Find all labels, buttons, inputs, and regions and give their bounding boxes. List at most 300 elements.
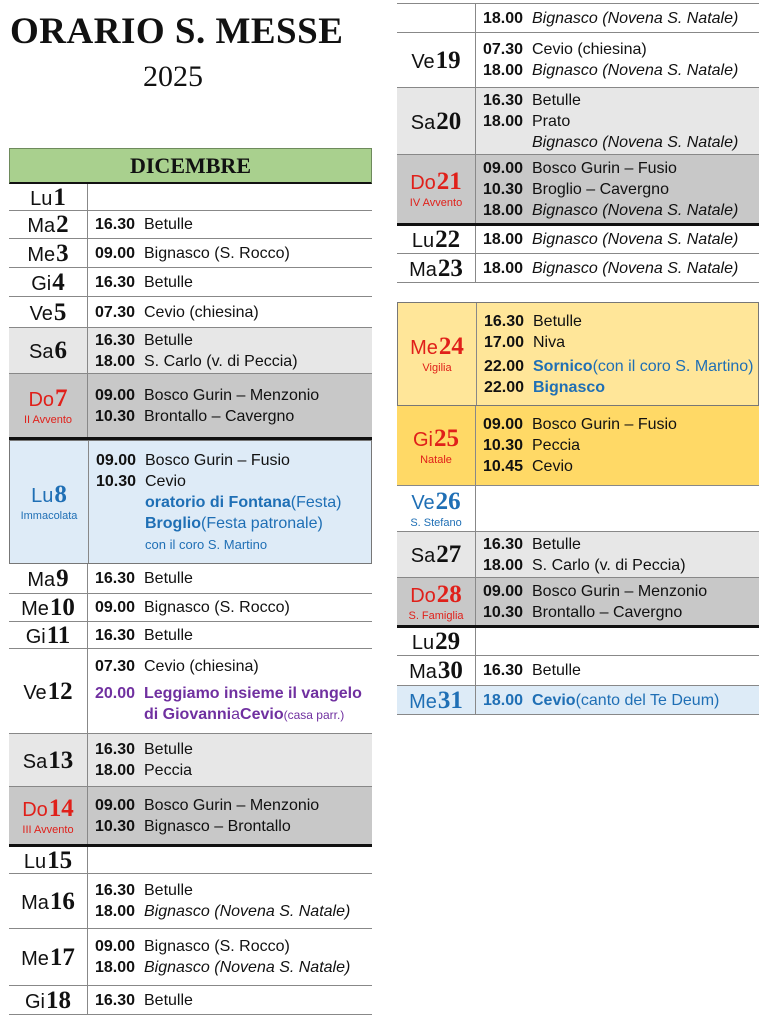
feast-label: Natale — [420, 453, 452, 466]
day-abbr: Me — [27, 243, 56, 266]
day-cell — [397, 578, 476, 625]
day-label — [30, 300, 67, 325]
day-abbr: Lu — [23, 850, 47, 873]
mass-location: Bosco Gurin – Menzonio — [144, 386, 320, 404]
event-place: Cevio — [240, 706, 284, 723]
day-row — [9, 787, 372, 847]
day-number: 31 — [437, 686, 463, 714]
mass-location: Brontallo – Cavergno — [144, 407, 295, 425]
mass-location: Bignasco – Brontallo — [144, 817, 291, 835]
events-cell — [88, 622, 372, 648]
day-number: 16 — [49, 887, 75, 915]
mass-entry — [483, 690, 759, 711]
events-cell — [476, 628, 759, 655]
events-cell — [88, 564, 372, 593]
day-label — [23, 748, 73, 773]
mass-location: Betulle — [144, 216, 193, 233]
events-cell — [88, 184, 372, 210]
mass-time: 09.00 — [96, 451, 137, 469]
day-number: 11 — [46, 621, 71, 649]
mass-entry — [483, 555, 759, 576]
day-row — [9, 239, 372, 268]
mass-entry — [95, 406, 372, 427]
mass-time: 10.30 — [483, 437, 524, 454]
day-number: 4 — [52, 268, 65, 296]
mass-time: 18.00 — [95, 762, 136, 779]
day-number: 25 — [434, 424, 459, 452]
day-cell — [9, 594, 88, 621]
mass-entry — [95, 385, 372, 406]
mass-entry — [483, 60, 759, 81]
day-label — [412, 227, 460, 252]
day-row — [9, 564, 372, 594]
day-cell — [397, 88, 476, 154]
day-number: 19 — [435, 46, 461, 74]
mass-location: Bignasco (Novena S. Natale) — [144, 959, 351, 976]
day-row — [9, 297, 372, 328]
events-cell — [88, 874, 372, 928]
mass-time: 09.00 — [483, 582, 524, 600]
mass-location: Bignasco (Novena S. Natale) — [144, 903, 351, 920]
day-number: 13 — [48, 746, 74, 774]
day-abbr: Do — [22, 798, 48, 821]
mass-location: Niva — [533, 333, 566, 351]
events-cell — [88, 986, 372, 1014]
day-cell — [9, 268, 88, 296]
mass-entry — [95, 990, 372, 1011]
events-cell — [88, 268, 372, 296]
day-cell — [9, 622, 88, 648]
mass-time: 16.30 — [95, 216, 136, 233]
mass-location: Peccia — [532, 437, 581, 454]
day-row — [9, 328, 372, 374]
day-label — [410, 582, 462, 607]
mass-location: Bignasco (Novena S. Natale) — [532, 9, 739, 27]
day-abbr: Gi — [31, 272, 52, 295]
day-abbr: Ma — [27, 215, 56, 237]
mass-time: 18.00 — [483, 201, 524, 219]
day-label — [23, 679, 72, 704]
day-abbr: Sa — [410, 111, 436, 134]
events-cell — [89, 441, 371, 563]
mass-time: 10.30 — [96, 472, 137, 490]
schedule-column-right — [397, 3, 759, 715]
day-cell — [9, 847, 88, 873]
mass-location: Cevio — [532, 458, 573, 475]
day-cell — [9, 184, 88, 210]
day-label — [25, 988, 71, 1013]
day-row — [397, 578, 759, 628]
mass-time: 17.00 — [484, 333, 525, 351]
page-year: 2025 — [143, 60, 203, 93]
day-abbr: Lu — [30, 187, 53, 210]
mass-location: Cevio — [532, 691, 576, 709]
day-number: 28 — [436, 580, 462, 608]
day-abbr: Do — [410, 584, 436, 607]
day-abbr: Ve — [411, 50, 435, 73]
mass-time: 16.30 — [95, 991, 136, 1009]
mass-entry — [96, 471, 371, 492]
mass-location: Betulle — [144, 273, 193, 291]
feast-label: II Avvento — [23, 413, 73, 426]
mass-time: 09.00 — [483, 159, 524, 177]
day-abbr: Ma — [409, 661, 437, 683]
feast-label: Immacolata — [20, 510, 78, 522]
mass-location: Broglio – Cavergno — [532, 180, 669, 198]
mass-entry — [95, 656, 372, 677]
mass-time: 16.30 — [95, 741, 136, 758]
mass-entry — [95, 760, 372, 781]
day-label — [413, 426, 459, 451]
mass-time: 16.30 — [483, 91, 524, 109]
day-number: 15 — [47, 846, 73, 874]
mass-location: Cevio — [145, 472, 186, 490]
day-number: 23 — [437, 254, 463, 282]
day-label — [22, 796, 74, 821]
mass-entry — [96, 450, 371, 471]
day-abbr: Ve — [411, 491, 435, 514]
day-number: 14 — [48, 794, 74, 822]
mass-entry — [95, 739, 372, 760]
day-row — [9, 268, 372, 297]
events-cell — [476, 532, 759, 577]
day-row — [397, 226, 759, 254]
mass-time: 09.00 — [483, 416, 524, 433]
note-choir: con il coro S. Martino — [145, 536, 268, 552]
events-cell — [476, 656, 759, 685]
day-number: 22 — [435, 226, 461, 253]
mass-entry — [95, 597, 372, 618]
day-abbr: Ma — [21, 891, 49, 914]
month-header: DICEMBRE — [9, 148, 372, 184]
day-number: 27 — [436, 541, 462, 568]
day-abbr: Do — [410, 172, 436, 194]
events-cell — [476, 33, 759, 87]
note-place: Broglio — [145, 514, 201, 532]
mass-location: Bignasco (Novena S. Natale) — [532, 259, 739, 277]
mass-location: Peccia — [144, 762, 193, 779]
mass-location: S. Carlo (v. di Peccia) — [532, 556, 686, 574]
day-number: 9 — [56, 565, 69, 592]
mass-time: 16.30 — [95, 273, 136, 291]
day-number: 7 — [55, 384, 68, 412]
day-number: 30 — [437, 657, 463, 684]
day-label — [24, 848, 72, 873]
day-cell — [9, 787, 88, 844]
day-cell — [9, 986, 88, 1014]
day-label — [411, 489, 460, 514]
day-label — [410, 169, 462, 194]
day-abbr: Me — [21, 598, 49, 620]
day-number: 3 — [56, 239, 69, 267]
mass-time: 16.30 — [484, 312, 525, 330]
day-row — [397, 254, 759, 283]
feast-label: S. Stefano — [410, 516, 462, 529]
mass-time: 09.00 — [95, 796, 136, 814]
day-label — [409, 688, 463, 713]
events-cell — [88, 374, 372, 437]
mass-time: 09.00 — [95, 938, 136, 955]
event-connector: a — [231, 706, 241, 723]
day-row — [397, 4, 759, 33]
day-row — [9, 649, 372, 734]
mass-time: 18.00 — [95, 959, 136, 976]
event-time: 20.00 — [95, 685, 136, 702]
day-cell — [9, 564, 88, 593]
mass-entry — [95, 901, 372, 922]
day-abbr: Ve — [23, 681, 47, 704]
day-label — [30, 185, 66, 210]
mass-entry — [483, 534, 759, 555]
mass-time: 18.00 — [483, 259, 524, 277]
day-number: 12 — [47, 677, 73, 705]
mass-entry — [483, 179, 759, 200]
day-number: 10 — [49, 594, 75, 621]
mass-location: Bignasco (S. Rocco) — [144, 938, 290, 955]
feast-label: III Avvento — [22, 823, 74, 836]
mass-entry — [95, 936, 372, 957]
day-label — [31, 482, 67, 507]
day-row — [397, 628, 759, 656]
day-cell — [397, 226, 476, 253]
day-label — [412, 629, 460, 654]
mass-time: 18.00 — [483, 62, 524, 79]
mass-time: 10.45 — [483, 458, 524, 475]
mass-time: 18.00 — [95, 903, 136, 920]
mass-location: Betulle — [532, 662, 581, 679]
day-cell — [9, 649, 88, 733]
mass-location: Betulle — [144, 626, 193, 644]
day-row — [9, 874, 372, 929]
day-row — [9, 594, 372, 622]
day-number: 5 — [53, 298, 67, 326]
mass-location: Cevio (chiesina) — [532, 41, 647, 58]
mass-note: (canto del Te Deum) — [575, 691, 720, 709]
mass-entry — [483, 660, 759, 681]
mass-entry — [484, 311, 758, 332]
day-abbr: Lu — [411, 632, 435, 654]
mass-time: 16.30 — [95, 331, 136, 349]
mass-location: Bignasco — [533, 378, 606, 396]
events-cell — [476, 4, 759, 32]
mass-time: 10.30 — [483, 180, 524, 198]
day-cell — [397, 4, 476, 32]
day-label — [409, 256, 463, 281]
mass-entry — [95, 880, 372, 901]
day-cell — [397, 486, 476, 531]
note-place: oratorio di Fontana — [145, 493, 291, 511]
mass-entry — [483, 414, 759, 435]
mass-time: 07.30 — [95, 303, 136, 321]
mass-time: 16.30 — [483, 535, 524, 553]
day-label — [411, 542, 461, 567]
day-label — [21, 945, 75, 970]
mass-location: Bosco Gurin – Fusio — [532, 159, 677, 177]
mass-entry — [483, 229, 759, 250]
mass-entry — [95, 302, 372, 323]
day-number: 21 — [436, 168, 462, 195]
events-cell — [88, 787, 372, 844]
mass-location: Betulle — [144, 991, 193, 1009]
mass-location: Bosco Gurin – Fusio — [145, 451, 290, 469]
schedule-column-left — [9, 148, 372, 1015]
day-abbr: Lu — [411, 230, 435, 252]
events-cell — [476, 406, 759, 485]
mass-time: 18.00 — [483, 691, 524, 709]
events-cell — [476, 155, 759, 223]
day-label — [29, 338, 67, 363]
day-abbr: Do — [28, 388, 55, 411]
mass-entry — [95, 795, 372, 816]
day-abbr: Ma — [27, 569, 56, 591]
feast-label: IV Avvento — [409, 197, 463, 209]
mass-time: 10.30 — [95, 817, 136, 835]
day-cell — [9, 874, 88, 928]
mass-time: 18.00 — [483, 112, 524, 130]
mass-location: Brontallo – Cavergno — [532, 603, 683, 621]
event-title: Leggiamo insieme il vangelo — [144, 685, 362, 702]
day-row — [9, 847, 372, 874]
events-cell — [476, 686, 759, 714]
mass-location: Cevio (chiesina) — [144, 303, 259, 321]
mass-entry — [95, 568, 372, 589]
mass-location: Prato — [532, 112, 571, 130]
day-cell — [9, 239, 88, 267]
day-row — [397, 302, 759, 406]
day-number: 8 — [54, 481, 67, 508]
mass-time: 18.00 — [95, 352, 136, 370]
mass-time: 16.30 — [95, 882, 136, 899]
day-cell — [398, 303, 477, 405]
day-label — [27, 566, 68, 591]
day-number: 26 — [435, 487, 461, 515]
mass-note — [96, 513, 371, 534]
day-number: 20 — [436, 107, 462, 135]
day-label — [27, 241, 68, 266]
mass-time: 18.00 — [483, 9, 524, 27]
mass-entry — [95, 351, 372, 372]
day-cell — [9, 211, 88, 238]
events-cell — [88, 929, 372, 985]
mass-entry — [484, 356, 758, 377]
note-detail: (Festa) — [290, 493, 342, 511]
day-row — [397, 88, 759, 155]
day-row — [397, 686, 759, 715]
mass-entry — [483, 456, 759, 477]
day-row — [397, 486, 759, 532]
day-row — [397, 532, 759, 578]
day-abbr: Me — [409, 690, 437, 713]
day-row — [9, 440, 372, 564]
mass-entry — [484, 332, 758, 353]
events-cell — [88, 297, 372, 327]
mass-location: Betulle — [533, 312, 582, 330]
day-abbr: Ma — [409, 258, 437, 281]
day-abbr: Sa — [22, 750, 48, 773]
mass-entry — [95, 816, 372, 837]
page-title: ORARIO S. MESSE — [10, 11, 344, 52]
mass-location: Bignasco (S. Rocco) — [144, 599, 290, 616]
mass-location: Bosco Gurin – Menzonio — [532, 582, 708, 600]
day-abbr: Ve — [29, 302, 53, 325]
mass-location: Bignasco (Novena S. Natale) — [532, 133, 739, 151]
mass-location: Betulle — [144, 882, 193, 899]
mass-time: 16.30 — [95, 570, 136, 587]
day-cell — [397, 656, 476, 685]
day-cell — [10, 441, 89, 563]
events-cell — [88, 211, 372, 238]
mass-entry — [483, 132, 759, 153]
day-number: 17 — [49, 943, 75, 971]
events-cell — [88, 239, 372, 267]
day-row — [397, 155, 759, 226]
day-row — [9, 986, 372, 1015]
events-cell — [476, 254, 759, 282]
events-cell — [88, 649, 372, 733]
events-cell — [88, 847, 372, 873]
day-abbr: Sa — [410, 545, 436, 567]
mass-time: 16.30 — [95, 626, 136, 644]
mass-entry — [95, 957, 372, 978]
day-cell — [397, 254, 476, 282]
events-cell — [476, 578, 759, 625]
day-abbr: Me — [410, 337, 438, 359]
mass-entry — [483, 200, 759, 221]
feast-label: S. Famiglia — [408, 609, 464, 622]
mass-entry — [95, 214, 372, 235]
day-label — [26, 623, 71, 648]
events-cell — [88, 594, 372, 621]
day-cell — [397, 155, 476, 223]
mass-time: 10.30 — [483, 603, 524, 621]
note-detail: (Festa patronale) — [201, 514, 323, 532]
day-number: 29 — [435, 628, 461, 655]
day-abbr: Gi — [413, 428, 433, 451]
mass-location: Betulle — [144, 570, 193, 587]
day-cell — [397, 686, 476, 714]
day-row — [9, 929, 372, 986]
mass-entry — [483, 258, 759, 279]
day-label — [28, 386, 67, 411]
day-abbr: Sa — [29, 341, 54, 363]
day-number: 2 — [56, 211, 69, 238]
mass-entry — [483, 111, 759, 132]
mass-entry — [483, 581, 759, 602]
mass-location: Bignasco (Novena S. Natale) — [532, 201, 739, 219]
mass-entry — [484, 377, 758, 398]
event-entry — [95, 683, 372, 704]
mass-entry — [483, 602, 759, 623]
mass-note — [96, 534, 371, 555]
day-cell — [397, 406, 476, 485]
day-number: 18 — [46, 986, 71, 1014]
day-cell — [9, 297, 88, 327]
day-label — [31, 270, 65, 295]
events-cell — [477, 303, 758, 405]
day-row — [9, 734, 372, 787]
mass-entry — [483, 8, 759, 29]
events-cell — [88, 734, 372, 786]
mass-location: Betulle — [144, 741, 193, 758]
mass-entry — [483, 158, 759, 179]
events-cell — [476, 226, 759, 253]
mass-time: 07.30 — [95, 658, 136, 675]
event-note: (casa parr.) — [283, 708, 345, 722]
day-abbr: Lu — [31, 485, 54, 507]
mass-note — [96, 492, 371, 513]
day-label — [21, 595, 75, 620]
mass-time: 18.00 — [483, 556, 524, 574]
